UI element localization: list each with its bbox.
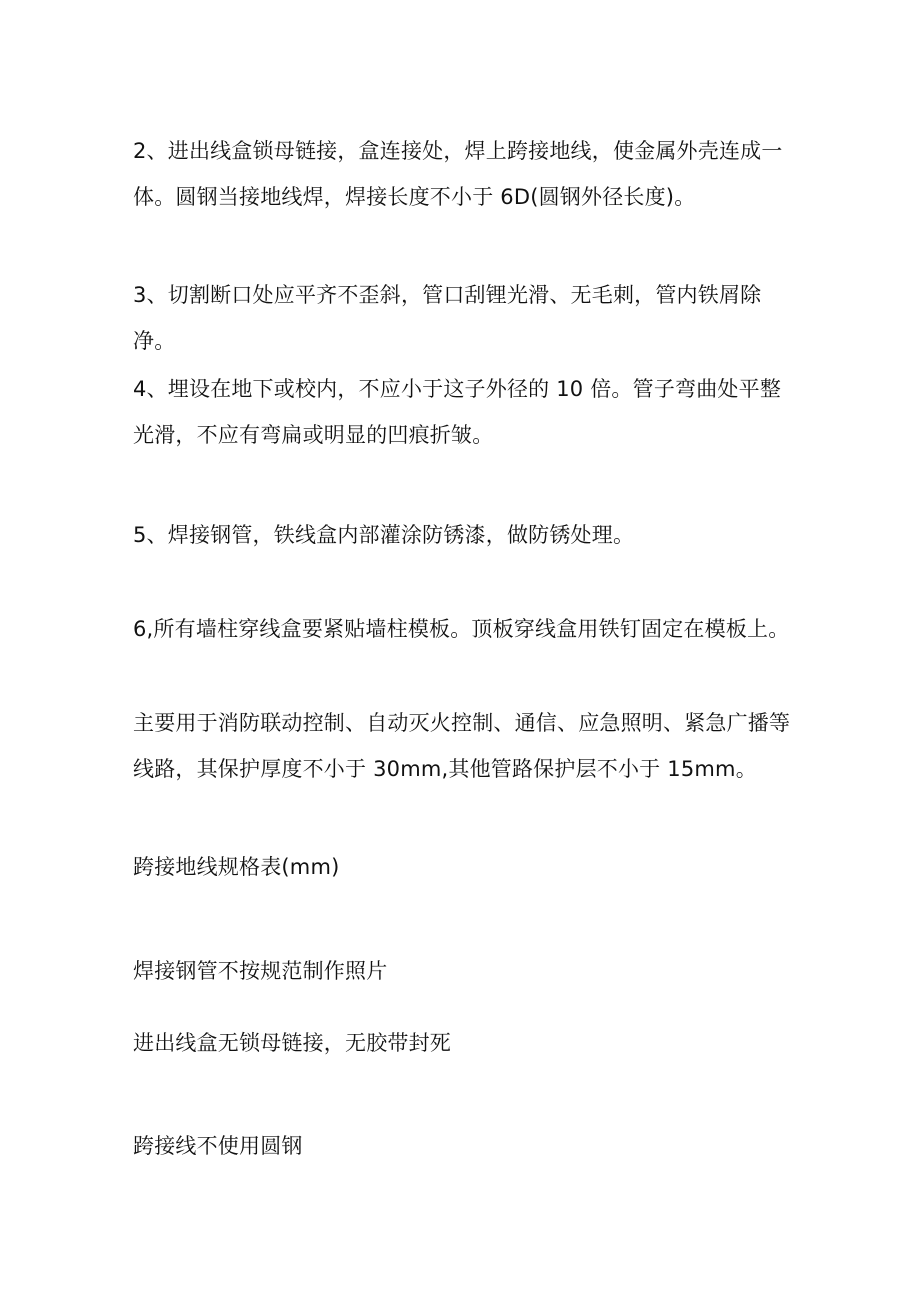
- paragraph-item-6: 6,所有墙柱穿线盒要紧贴墙柱模板。顶板穿线盒用铁钉固定在模板上。: [133, 617, 790, 641]
- paragraph-item-5: 5、焊接钢管，铁线盒内部灌涂防锈漆，做防锈处理。: [133, 523, 635, 547]
- paragraph-photo-caption-junction-box: 进出线盒无锁母链接，无胶带封死: [133, 1031, 451, 1055]
- paragraph-photo-caption-jumper-wire: 跨接线不使用圆钢: [133, 1134, 303, 1158]
- paragraph-grounding-spec-table-title: 跨接地线规格表(mm): [133, 855, 340, 879]
- paragraph-item-3: 3、切割断口处应平齐不歪斜，管口刮锂光滑、无毛刺，管内铁屑除净。: [133, 283, 762, 353]
- paragraph-protection-thickness: 主要用于消防联动控制、自动灭火控制、通信、应急照明、紧急广播等线路，其保护厚度不小于 30mm,其他管路保护层不小于 15mm。: [133, 711, 791, 781]
- paragraph-item-4: 4、埋设在地下或校内，不应小于这子外径的 10 倍。管子弯曲处平整光滑，不应有弯扁或明显的凹痕折皱。: [133, 377, 782, 447]
- paragraph-photo-caption-welded-pipe: 焊接钢管不按规范制作照片: [133, 959, 388, 983]
- paragraph-item-2: 2、进出线盒锁母链接，盒连接处，焊上跨接地线，使金属外壳连成一体。圆钢当接地线焊，焊接长度不小于 6D(圆钢外径长度)。: [133, 139, 783, 209]
